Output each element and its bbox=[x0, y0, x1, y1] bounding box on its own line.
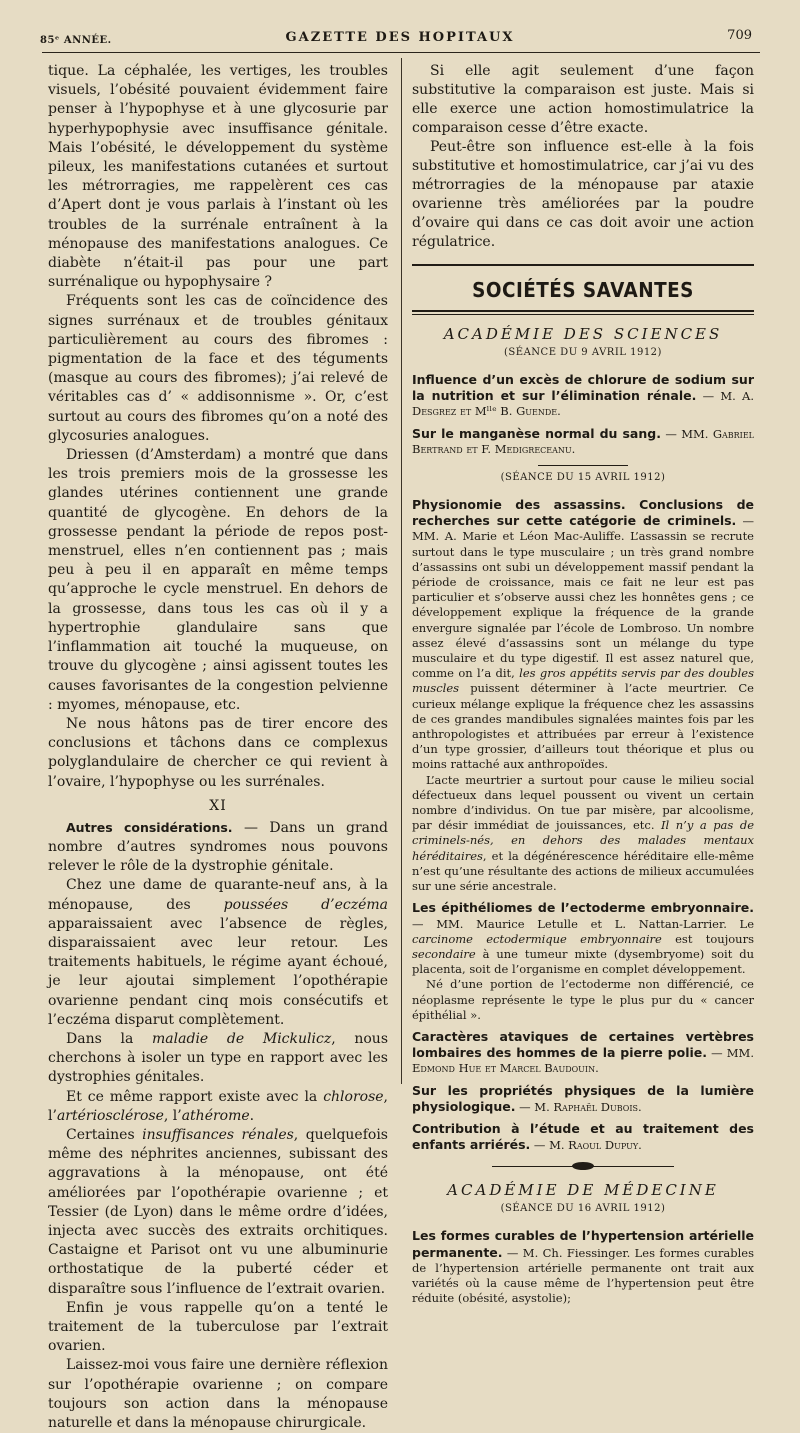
section-rule-top bbox=[412, 264, 754, 266]
communication-item bbox=[412, 900, 754, 1023]
text-run: , l’ bbox=[163, 1107, 182, 1124]
italic-run: Il n’y a pas de criminels-nés, en dehors des malades mentaux héréditaires bbox=[412, 818, 755, 863]
italic-run: secondaire bbox=[412, 946, 476, 961]
text-run: , l’ bbox=[48, 1088, 388, 1124]
italic-run: insuffisances rénales bbox=[142, 1126, 294, 1143]
section-rule-thin bbox=[412, 314, 754, 315]
separator-rule bbox=[538, 465, 628, 466]
paragraph: Si elle agit seulement d’une façon substitutive la comparaison est juste. Mais si elle exerce une action homostimulatrice la comparaison cesse d’être exacte. bbox=[412, 63, 754, 136]
text-run: apparaissaient avec l’absence de règles, disparaissaient avec leur retour. Les traitements habituels, le régime ayant échoué, je leur ajoutai simplement l’opothérapie ovarienne pendant cinq mois consécutifs et l’eczéma disparut complètement. bbox=[48, 915, 388, 1028]
item-title: Les formes curables de l’hypertension artérielle permanente. bbox=[412, 1228, 754, 1260]
text-run: Chez une dame de quarante-neuf ans, à la ménopause, des bbox=[48, 877, 388, 913]
italic-run: carcinome ectodermique embryonnaire bbox=[412, 931, 662, 946]
page-header bbox=[40, 28, 760, 50]
item-paragraph: Né d’une portion de l’ectoderme non différencié, ce néoplasme représente le type le plus pur du « cancer épithélial ». bbox=[412, 977, 754, 1022]
section-rule-bottom bbox=[412, 310, 754, 312]
italic-run: les gros appétits servis par des doubles muscles bbox=[412, 666, 754, 696]
text-run: — MM. A. Marie et Léon Mac-Auliffe. L’assassin se recrute surtout dans le type musculaire ; un très grand nombre d’assassins ont subi un développement massif pendant la période de croissance, mais ce fait ne leur est pas particulier et s’observe aussi chez les honnêtes gens ; ce développement explique la fréquence de la grande envergure signalée par l’école de Lombroso. Un nombre assez élevé d’assassins sont un mélange du type musculaire et du type digestif. Il est assez naturel que, comme on l’a dit, bbox=[412, 514, 755, 681]
communication-item bbox=[412, 1228, 754, 1306]
text-run: , et la dégénérescence héréditaire elle-même n’est qu’une résultante des actions de milieux accumulées sur une série ancestrale. bbox=[412, 848, 754, 894]
text-run: — Dans un grand nombre d’autres syndromes nous pouvons relever le rôle de la dystrophie génitale. bbox=[48, 819, 388, 875]
text-run: L’acte meurtrier a surtout pour cause le milieu social défectueux dans lequel poussent ou vivent un certain nombre d’individus. On tue par misère, par alcoolisme, par désir immédiat de jouissances, etc. bbox=[412, 772, 754, 833]
text-run: est toujours bbox=[661, 931, 754, 946]
column-divider bbox=[401, 58, 402, 1084]
text-run: puissent déterminer à l’acte meurtrier. Ce curieux mélange explique la fréquence chez les assassins de ces grandes mandibules signalées maintes fois par les anthropologistes et attribuées par erreur à l’existence d’un type grossier, d’ailleurs tout théorique et plus ou moins rattaché aux anthropoïdes. bbox=[412, 681, 754, 772]
communication-item bbox=[412, 426, 754, 457]
text-run: Certaines bbox=[66, 1126, 143, 1143]
session-date: (SÉANCE DU 9 AVRIL 1912) bbox=[504, 347, 662, 358]
item-title: Contribution à l’étude et au traitement des enfants arriérés. bbox=[412, 1120, 754, 1153]
text-run: Dans la bbox=[66, 1030, 153, 1047]
communication-item bbox=[412, 1121, 754, 1153]
paragraph bbox=[48, 876, 388, 1030]
item-title: Physionomie des assassins. Conclusions de recherches sur cette catégorie de criminels. bbox=[412, 497, 754, 529]
left-column bbox=[48, 62, 388, 1433]
italic-run: chlorose bbox=[323, 1088, 384, 1105]
page-number: 709 bbox=[727, 28, 752, 43]
text-run: , quelquefois même des néphrites anciennes, subissant des aggravations à la ménopause, ont été améliorées par l’opothérapie ovarienne ; et Tessier (de Lyon) dans le même ordre d’idées, injecta avec succès des extraits orchitiques. Castaigne et Parisot ont vu une albuminurie orthostatique de la puberté céder et disparaître sous l’influence de l’extrait ovarien. bbox=[48, 1126, 388, 1297]
paragraph bbox=[48, 818, 388, 877]
item-paragraph bbox=[412, 497, 754, 773]
item-authors: — M. A. Desgrez et Mˡˡᵉ B. Guende. bbox=[412, 389, 754, 419]
item-authors: — M. Raphaël Dubois. bbox=[515, 1099, 642, 1114]
section-banner: SOCIÉTÉS SAVANTES bbox=[472, 278, 694, 302]
paragraph bbox=[48, 1126, 388, 1299]
item-title: Caractères ataviques de certaines vertèbres lombaires des hommes de la pierre polie. bbox=[412, 1028, 754, 1061]
communication-item bbox=[412, 1029, 754, 1077]
text-run: à une tumeur mixte (dysembryome) soit du placenta, soit de l’organisme en complet développement. bbox=[412, 946, 754, 977]
text-run: — M. Ch. Fiessinger. Les formes curables de l’hypertension artérielle permanente ont trait aux variétés où la cause même de l’hypertension peut être réduite (obésité, asystolie); bbox=[412, 1245, 754, 1306]
text-run: . bbox=[249, 1107, 255, 1124]
academy-heading: ACADÉMIE DE MÉDECINE bbox=[447, 1181, 719, 1200]
session-date: (SÉANCE DU 16 AVRIL 1912) bbox=[500, 1203, 666, 1215]
paragraph: Fréquents sont les cas de coïncidence des signes surrénaux et de troubles génitaux particulièrement au cours des fibromes : pigmentation de la face et des téguments (masque au cours des fibromes); j’ai relevé de véritables cas d’ « addisonnisme ». Or, c’est surtout au cours des fibromes qu’on a noté des glycosuries analogues. bbox=[48, 293, 388, 444]
communication-item bbox=[412, 497, 754, 894]
italic-run: maladie de Mickulicz bbox=[152, 1030, 332, 1047]
communication-item bbox=[412, 1083, 754, 1115]
item-paragraph bbox=[412, 773, 754, 895]
section-number: XI bbox=[209, 797, 227, 814]
ornament-divider bbox=[412, 1161, 754, 1171]
item-title: Influence d’un excès de chlorure de sodium sur la nutrition et sur l’élimination rénale. bbox=[412, 372, 754, 404]
paragraph: Ne nous hâtons pas de tirer encore des conclusions et tâchons dans ce complexus polyglandulaire de chercher ce qui revient à l’ovaire, l’hypophyse ou les surrénales. bbox=[48, 715, 388, 790]
item-title: Sur le manganèse normal du sang. bbox=[412, 425, 661, 441]
italic-run: poussées d’eczéma bbox=[223, 896, 388, 913]
session-date: (SÉANCE DU 15 AVRIL 1912) bbox=[500, 472, 666, 484]
paragraph: tique. La céphalée, les vertiges, les troubles visuels, l’obésité pouvaient évidemment faire penser à l’hypophyse et à une glycosurie par hyperhypophysie avec insuffisance génitale. Mais l’obésité, le développement du système pileux, les manifestations cutanées et surtout les métrorragies, me rappelèrent ces cas d’Apert dont je vous parlais à l’instant où les troubles de la surrénale entraînent à la ménopause des manifestations analogues. Ce diabète n’était-il pas pour une part surrénalique ou hypophysaire ? bbox=[48, 63, 388, 291]
item-authors: — MM. Gabriel Bertrand et F. Medigreceanu. bbox=[412, 426, 754, 456]
item-authors: — MM. Edmond Hue et Marcel Baudouin. bbox=[412, 1046, 754, 1076]
academy-heading: ACADÉMIE DES SCIENCES bbox=[443, 325, 723, 343]
paragraph bbox=[48, 1030, 388, 1088]
item-authors: — M. Raoul Dupuy. bbox=[530, 1138, 642, 1153]
right-column bbox=[412, 62, 754, 1312]
italic-run: athérome bbox=[181, 1107, 250, 1124]
text-run: Et ce même rapport existe avec la bbox=[66, 1088, 324, 1105]
item-title: Sur les propriétés physiques de la lumière physiologique. bbox=[412, 1082, 754, 1114]
year-label: 85ᵉ ANNÉE. bbox=[40, 35, 112, 46]
paragraph: Peut-être son influence est-elle à la fois substitutive et homostimulatrice, car j’ai vu des métrorragies de la ménopause par ataxie ovarienne très améliorées par la poudre d’ovaire qui dans ce cas doit avoir une action régulatrice. bbox=[412, 139, 754, 250]
paragraph: Driessen (d’Amsterdam) a montré que dans les trois premiers mois de la grossesse les glandes utérines contiennent une grande quantité de glycogène. En dehors de la grossesse pendant la période de repos post-menstruel, elles n’en contiennent pas ; mais peu à peu il en apparaît en même temps qu’approche le cycle menstruel. En dehors de la grossesse, dans tous les cas où il y a hypertrophie glandulaire sans que l’inflammation ait touché la muqueuse, on trouve du glycogène ; ainsi agissent toutes les causes favorisantes de la congestion pelvienne : myomes, ménopause, etc. bbox=[48, 447, 388, 713]
journal-title: GAZETTE DES HOPITAUX bbox=[285, 30, 515, 45]
text-run: , nous cherchons à isoler un type en rapport avec les dystrophies génitales. bbox=[48, 1030, 389, 1086]
paragraph bbox=[48, 1088, 388, 1126]
paragraph: Enfin je vous rappelle qu’on a tenté le traitement de la tuberculose par l’extrait ovarien. bbox=[48, 1299, 388, 1355]
italic-run: artériosclérose bbox=[56, 1107, 164, 1124]
item-paragraph bbox=[412, 900, 754, 977]
paragraph: Laissez-moi vous faire une dernière réflexion sur l’opothérapie ovarienne ; on compare toujours son action dans la ménopause naturelle et dans la ménopause chirurgicale. bbox=[48, 1357, 388, 1432]
section-keyword: Autres considérations. bbox=[66, 819, 233, 835]
header-rule bbox=[42, 52, 760, 53]
text-run: — MM. Maurice Letulle et L. Nattan-Larrier. Le bbox=[412, 916, 754, 931]
item-title: Les épithéliomes de l’ectoderme embryonnaire. bbox=[412, 900, 754, 916]
communication-item bbox=[412, 372, 754, 420]
